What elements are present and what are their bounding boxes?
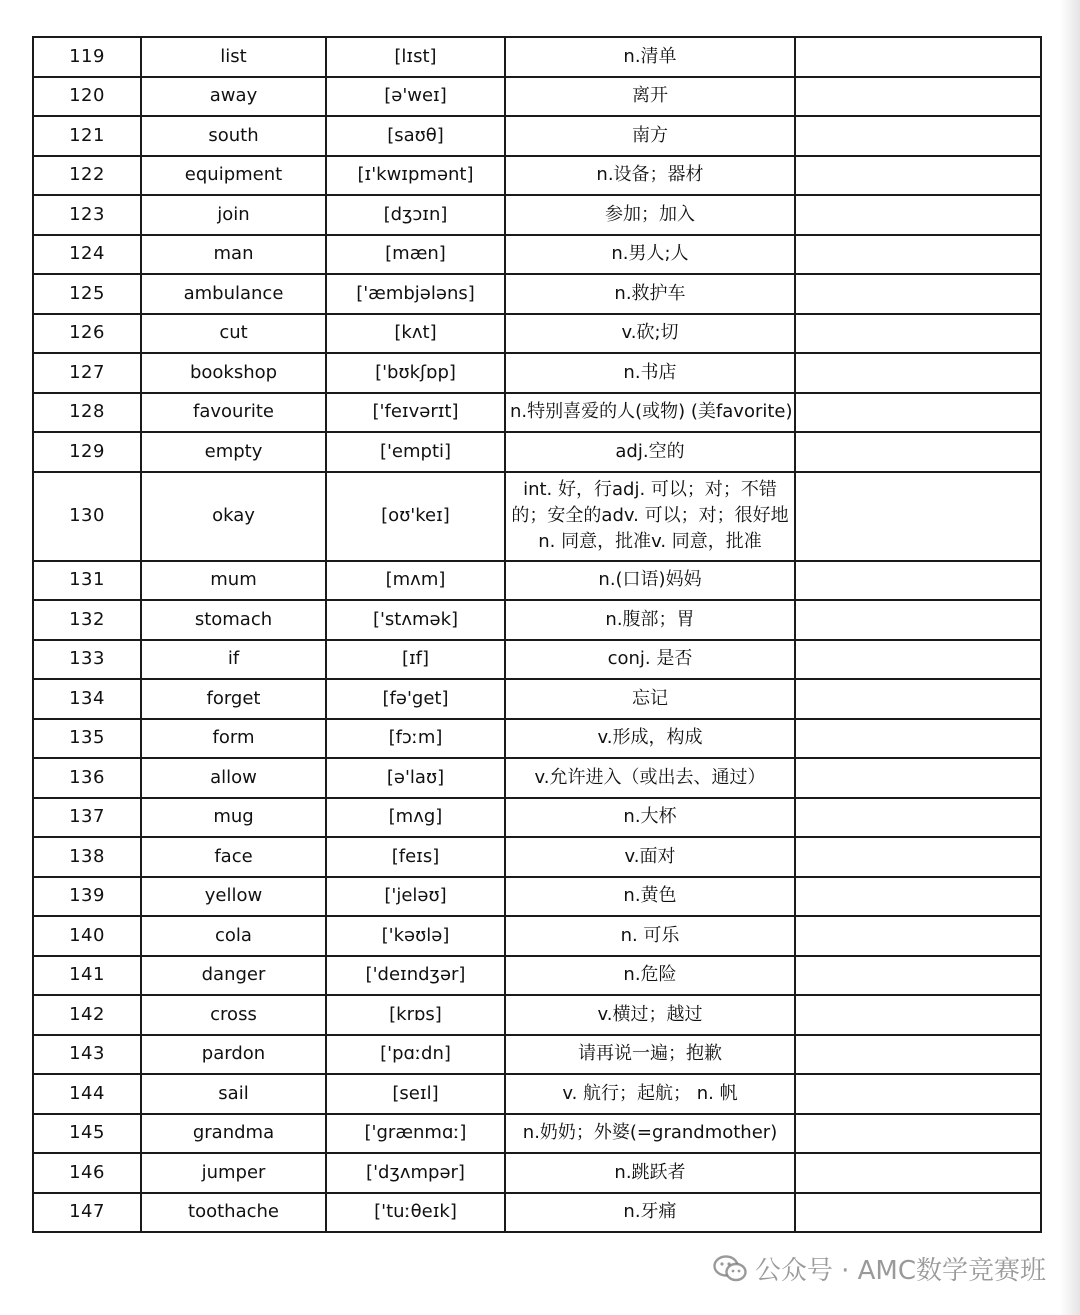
meaning-cell: v. 航行；起航； n. 帆 bbox=[505, 1074, 795, 1114]
row-number-cell: 127 bbox=[33, 353, 141, 393]
meaning-cell: int. 好，行adj. 可以；对；不错的；安全的adv. 可以；对；很好地n. 同意，批准v. 同意，批准 bbox=[505, 472, 795, 561]
table-row bbox=[33, 995, 1041, 1035]
phonetic-cell: [seɪl] bbox=[326, 1074, 505, 1114]
phonetic-cell: ['empti] bbox=[326, 432, 505, 472]
table-row bbox=[33, 432, 1041, 472]
row-number-cell: 146 bbox=[33, 1153, 141, 1193]
word-cell: pardon bbox=[141, 1035, 326, 1075]
watermark bbox=[713, 1250, 1046, 1287]
notes-cell bbox=[795, 995, 1041, 1035]
phonetic-cell: [kʌt] bbox=[326, 314, 505, 354]
phonetic-cell: [feɪs] bbox=[326, 837, 505, 877]
table-row bbox=[33, 353, 1041, 393]
watermark-text: 公众号 · AMC数学竞赛班 bbox=[754, 1256, 1046, 1286]
row-number-cell: 145 bbox=[33, 1114, 141, 1154]
word-cell: mum bbox=[141, 561, 326, 601]
notes-cell bbox=[795, 1074, 1041, 1114]
phonetic-cell: [ə'laʊ] bbox=[326, 758, 505, 798]
row-number-cell: 130 bbox=[33, 472, 141, 561]
meaning-cell: v.砍;切 bbox=[505, 314, 795, 354]
meaning-cell: n.大杯 bbox=[505, 798, 795, 838]
phonetic-cell: [ɪf] bbox=[326, 640, 505, 680]
meaning-cell: n.救护车 bbox=[505, 274, 795, 314]
meaning-cell: n.设备；器材 bbox=[505, 156, 795, 196]
wechat-icon bbox=[713, 1255, 747, 1283]
notes-cell bbox=[795, 679, 1041, 719]
row-number-cell: 136 bbox=[33, 758, 141, 798]
meaning-cell: n.(口语)妈妈 bbox=[505, 561, 795, 601]
notes-cell bbox=[795, 116, 1041, 156]
meaning-cell: 请再说一遍；抱歉 bbox=[505, 1035, 795, 1075]
phonetic-cell: [dʒɔɪn] bbox=[326, 195, 505, 235]
phonetic-cell: [lɪst] bbox=[326, 37, 505, 77]
table-row bbox=[33, 195, 1041, 235]
phonetic-cell: [krɒs] bbox=[326, 995, 505, 1035]
word-cell: okay bbox=[141, 472, 326, 561]
table-row bbox=[33, 600, 1041, 640]
meaning-cell: n.牙痛 bbox=[505, 1193, 795, 1233]
phonetic-cell: ['feɪvərɪt] bbox=[326, 393, 505, 433]
row-number-cell: 142 bbox=[33, 995, 141, 1035]
notes-cell bbox=[795, 353, 1041, 393]
notes-cell bbox=[795, 1153, 1041, 1193]
table-row bbox=[33, 472, 1041, 561]
notes-cell bbox=[795, 432, 1041, 472]
page-edge-shadow bbox=[1060, 0, 1080, 1315]
meaning-cell: n.腹部；胃 bbox=[505, 600, 795, 640]
row-number-cell: 125 bbox=[33, 274, 141, 314]
phonetic-cell: ['pɑːdn] bbox=[326, 1035, 505, 1075]
word-cell: sail bbox=[141, 1074, 326, 1114]
meaning-cell: n.跳跃者 bbox=[505, 1153, 795, 1193]
row-number-cell: 123 bbox=[33, 195, 141, 235]
phonetic-cell: ['deɪndʒər] bbox=[326, 956, 505, 996]
row-number-cell: 122 bbox=[33, 156, 141, 196]
table-row bbox=[33, 798, 1041, 838]
notes-cell bbox=[795, 1114, 1041, 1154]
row-number-cell: 131 bbox=[33, 561, 141, 601]
table-row bbox=[33, 116, 1041, 156]
notes-cell bbox=[795, 195, 1041, 235]
phonetic-cell: [fə'get] bbox=[326, 679, 505, 719]
phonetic-cell: [ɪ'kwɪpmənt] bbox=[326, 156, 505, 196]
phonetic-cell: [fɔːm] bbox=[326, 719, 505, 759]
table-row bbox=[33, 1035, 1041, 1075]
notes-cell bbox=[795, 1035, 1041, 1075]
phonetic-cell: [mʌg] bbox=[326, 798, 505, 838]
word-cell: bookshop bbox=[141, 353, 326, 393]
word-cell: danger bbox=[141, 956, 326, 996]
table-row bbox=[33, 37, 1041, 77]
notes-cell bbox=[795, 600, 1041, 640]
notes-cell bbox=[795, 798, 1041, 838]
phonetic-cell: ['tuːθeɪk] bbox=[326, 1193, 505, 1233]
meaning-cell: n.男人;人 bbox=[505, 235, 795, 275]
row-number-cell: 138 bbox=[33, 837, 141, 877]
table-row bbox=[33, 640, 1041, 680]
word-cell: south bbox=[141, 116, 326, 156]
notes-cell bbox=[795, 758, 1041, 798]
table-row bbox=[33, 1153, 1041, 1193]
meaning-cell: n.危险 bbox=[505, 956, 795, 996]
row-number-cell: 141 bbox=[33, 956, 141, 996]
table-row bbox=[33, 1074, 1041, 1114]
phonetic-cell: ['dʒʌmpər] bbox=[326, 1153, 505, 1193]
meaning-cell: v.面对 bbox=[505, 837, 795, 877]
table-row bbox=[33, 1114, 1041, 1154]
notes-cell bbox=[795, 235, 1041, 275]
row-number-cell: 124 bbox=[33, 235, 141, 275]
table-row bbox=[33, 235, 1041, 275]
phonetic-cell: [mʌm] bbox=[326, 561, 505, 601]
notes-cell bbox=[795, 719, 1041, 759]
meaning-cell: v.横过；越过 bbox=[505, 995, 795, 1035]
notes-cell bbox=[795, 274, 1041, 314]
word-cell: join bbox=[141, 195, 326, 235]
notes-cell bbox=[795, 561, 1041, 601]
meaning-cell: 参加；加入 bbox=[505, 195, 795, 235]
table-row bbox=[33, 274, 1041, 314]
word-cell: face bbox=[141, 837, 326, 877]
row-number-cell: 134 bbox=[33, 679, 141, 719]
table-row bbox=[33, 1193, 1041, 1233]
notes-cell bbox=[795, 77, 1041, 117]
phonetic-cell: ['stʌmək] bbox=[326, 600, 505, 640]
phonetic-cell: ['bʊkʃɒp] bbox=[326, 353, 505, 393]
row-number-cell: 133 bbox=[33, 640, 141, 680]
meaning-cell: 忘记 bbox=[505, 679, 795, 719]
word-cell: grandma bbox=[141, 1114, 326, 1154]
word-cell: list bbox=[141, 37, 326, 77]
phonetic-cell: [saʊθ] bbox=[326, 116, 505, 156]
meaning-cell: n.书店 bbox=[505, 353, 795, 393]
word-cell: allow bbox=[141, 758, 326, 798]
row-number-cell: 132 bbox=[33, 600, 141, 640]
table-row bbox=[33, 916, 1041, 956]
meaning-cell: v.允许进入（或出去、通过） bbox=[505, 758, 795, 798]
meaning-cell: adj.空的 bbox=[505, 432, 795, 472]
table-row bbox=[33, 837, 1041, 877]
meaning-cell: n.黄色 bbox=[505, 877, 795, 917]
meaning-cell: conj. 是否 bbox=[505, 640, 795, 680]
row-number-cell: 135 bbox=[33, 719, 141, 759]
notes-cell bbox=[795, 156, 1041, 196]
word-cell: jumper bbox=[141, 1153, 326, 1193]
row-number-cell: 129 bbox=[33, 432, 141, 472]
row-number-cell: 126 bbox=[33, 314, 141, 354]
row-number-cell: 120 bbox=[33, 77, 141, 117]
meaning-cell: n.清单 bbox=[505, 37, 795, 77]
word-cell: cola bbox=[141, 916, 326, 956]
word-cell: yellow bbox=[141, 877, 326, 917]
row-number-cell: 144 bbox=[33, 1074, 141, 1114]
word-cell: mug bbox=[141, 798, 326, 838]
notes-cell bbox=[795, 640, 1041, 680]
word-cell: forget bbox=[141, 679, 326, 719]
table-row bbox=[33, 77, 1041, 117]
meaning-cell: 南方 bbox=[505, 116, 795, 156]
meaning-cell: n. 可乐 bbox=[505, 916, 795, 956]
meaning-cell: 离开 bbox=[505, 77, 795, 117]
vocabulary-table-body bbox=[33, 37, 1041, 1232]
table-row bbox=[33, 956, 1041, 996]
notes-cell bbox=[795, 956, 1041, 996]
word-cell: man bbox=[141, 235, 326, 275]
word-cell: stomach bbox=[141, 600, 326, 640]
table-row bbox=[33, 156, 1041, 196]
row-number-cell: 143 bbox=[33, 1035, 141, 1075]
notes-cell bbox=[795, 1193, 1041, 1233]
word-cell: ambulance bbox=[141, 274, 326, 314]
row-number-cell: 147 bbox=[33, 1193, 141, 1233]
phonetic-cell: [mæn] bbox=[326, 235, 505, 275]
table-row bbox=[33, 679, 1041, 719]
phonetic-cell: [ə'weɪ] bbox=[326, 77, 505, 117]
table-row bbox=[33, 393, 1041, 433]
row-number-cell: 128 bbox=[33, 393, 141, 433]
phonetic-cell: ['jeləʊ] bbox=[326, 877, 505, 917]
phonetic-cell: [oʊ'keɪ] bbox=[326, 472, 505, 561]
word-cell: equipment bbox=[141, 156, 326, 196]
table-row bbox=[33, 877, 1041, 917]
word-cell: toothache bbox=[141, 1193, 326, 1233]
notes-cell bbox=[795, 37, 1041, 77]
notes-cell bbox=[795, 837, 1041, 877]
notes-cell bbox=[795, 916, 1041, 956]
word-cell: cross bbox=[141, 995, 326, 1035]
word-cell: away bbox=[141, 77, 326, 117]
table-row bbox=[33, 758, 1041, 798]
meaning-cell: n.奶奶；外婆(=grandmother) bbox=[505, 1114, 795, 1154]
row-number-cell: 121 bbox=[33, 116, 141, 156]
row-number-cell: 140 bbox=[33, 916, 141, 956]
word-cell: cut bbox=[141, 314, 326, 354]
row-number-cell: 139 bbox=[33, 877, 141, 917]
notes-cell bbox=[795, 472, 1041, 561]
word-cell: form bbox=[141, 719, 326, 759]
table-row bbox=[33, 561, 1041, 601]
word-cell: if bbox=[141, 640, 326, 680]
table-row bbox=[33, 314, 1041, 354]
row-number-cell: 137 bbox=[33, 798, 141, 838]
row-number-cell: 119 bbox=[33, 37, 141, 77]
vocabulary-table bbox=[32, 36, 1042, 1233]
notes-cell bbox=[795, 314, 1041, 354]
word-cell: empty bbox=[141, 432, 326, 472]
meaning-cell: v.形成，构成 bbox=[505, 719, 795, 759]
phonetic-cell: ['kəʊlə] bbox=[326, 916, 505, 956]
meaning-cell: n.特别喜爱的人(或物) (美favorite) bbox=[505, 393, 795, 433]
phonetic-cell: ['æmbjələns] bbox=[326, 274, 505, 314]
word-cell: favourite bbox=[141, 393, 326, 433]
notes-cell bbox=[795, 877, 1041, 917]
notes-cell bbox=[795, 393, 1041, 433]
table-row bbox=[33, 719, 1041, 759]
phonetic-cell: ['grænmɑː] bbox=[326, 1114, 505, 1154]
